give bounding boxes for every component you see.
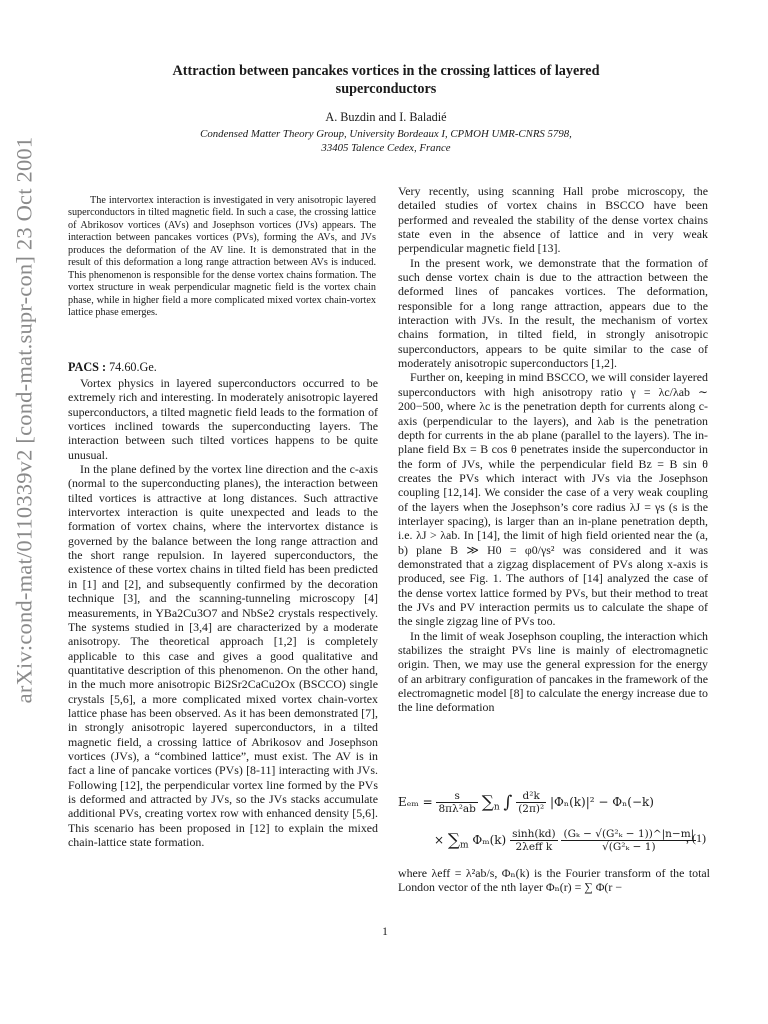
equation-fraction-3 (510, 828, 558, 853)
paper-title (110, 62, 662, 98)
sum-2-index: m (460, 840, 469, 851)
right-column (398, 184, 708, 715)
equation-times: × (434, 833, 445, 847)
left-paragraph-2: In the plane defined by the vortex line direction and the c-axis (normal to the superconducting planes), the interaction between tilted vortices is attractive at long distances. Such attractive intervortex interaction is quite unexpected and leads to the formation of vortex chains, where the intervortex distance is governed by the balance between the long range attraction and the short range repulsion. In layered superconductors, the existence of these vortex chains in tilted field has been predicted in [1] and [2], and subsequently confirmed by the decoration technique [3], and the scanning-tunneling microscopy [4] measurements, in YBa2Cu3O7 and NbSe2 crystals respectively. The systems studied in [3,4] are characterized by a moderate anisotropy. The theoretical approach [1,2] is completely applicable to this case and gives a good qualitative and quantitative description of this phenomenon. On the other hand, in the much more anisotropic Bi2Sr2CaCu2Ox (BSCCO) single crystals [5,6], a more complicated mixed vortex chain-vortex lattice phase has been observed. As it has been demonstrated [7], in strongly anisotropic layered superconductors, in a tilted magnetic field, a crossing lattice of Abrikosov and Josephson vortices (JVs), a “combined lattice”, must exist. The AV is in fact a line of pancake vortices (PVs) [8-11] interacting with JVs. Following [12], the perpendicular vortex line formed by the PVs is deformed and attracted by JVs, so the JVs stacks accumulate additional PVs, creating vortex row with enhanced density [5,6]. This scenario has been proposed in [12] to explain the mixed chain-lattice state formation. (68, 462, 378, 849)
left-paragraph-1: Vortex physics in layered superconductors occurred to be extremely rich and interesting. In moderately anisotropic layered superconductors, a tilted magnetic field leads to the formation of vortices inclined towards the superconducting layers. The interaction between such tilted vortices happens to be quite unusual. (68, 376, 378, 462)
authors: A. Buzdin and I. Baladié (325, 110, 447, 124)
left-column (68, 376, 378, 849)
title-line-2: superconductors (335, 81, 437, 97)
fraction-1-numerator: s (436, 790, 477, 803)
right-paragraph-2: In the present work, we demonstrate that the formation of such dense vortex chain is due to the attraction between the deformed lines of pancakes vortices. The deformation, responsible for a long range attraction, appears due to the interaction with JVs. In the result, the mechanism of vortex chains formation, in tilted field, in strongly anisotropic superconductors, appears to be quite similar to the case of moderately anisotropic superconductors [1,2]. (398, 255, 708, 371)
pacs-label: PACS : (68, 360, 107, 374)
affiliation-line-1: Condensed Matter Theory Group, University Bordeaux I, CPMOH UMR-CNRS 5798, (200, 128, 572, 140)
pacs-value: 74.60.Ge. (106, 360, 157, 374)
right-paragraph-4: In the limit of weak Josephson coupling, the interaction which stabilizes the straight PVs line is mainly of electromagnetic origin. Then, we may use the general expression for the energy of an arbitrary configuration of pancakes in the framework of the electromagnetic model [8] to calculate the energy increase due to the line deformation (398, 628, 708, 715)
fraction-2-denominator: (2π)² (518, 803, 545, 815)
equation-1 (398, 780, 710, 864)
sum-symbol-icon: ∑ (447, 830, 461, 851)
affiliation (110, 127, 662, 155)
abstract-text: The intervortex interaction is investigated in very anisotropic layered superconductors in tilted magnetic field. In such a case, the crossing lattice of Abrikosov vortices (AVs) and Josephson vortices (JVs) appears. The interaction between pancakes vortices (PVs), forming the AVs, and JVs produces the deformation of the AV line. It is demonstrated that in the result of this deformation a long range attraction between AVs is induced. This phenomenon is responsible for the dense vortex chains formation. The vortex structure in weak perpendicular magnetic field is the vortex chain phase, while in higher field a more complicated mixed vortex chain-vortex lattice phase emerges. (68, 195, 376, 319)
right-paragraph-3: Further on, keeping in mind BSCCO, we will consider layered superconductors with high anisotropy ratio γ = λc/λab ∼ 200−500, where λc is the penetration depth for currents along c-axis (perpendicular to the layers), and λab is the penetration depth for currents in the ab plane (parallel to the layers). The in-plane field Bx = B cos θ penetrates inside the superconductor in the form of JVs, while the perpendicular field Bz = B sin θ creates the PVs which interact with JVs via the Josephson coupling [12,14]. We consider the case of a very weak coupling of the layers when the Josephson’s core radius λJ = γs (s is the interlayer spacing), is larger than an in-plane penetration depth, i.e. λJ > λab. In [14], the limit of high field oriented near the (a, b) plane B ≫ H0 = φ0/γs² was considered and it was demonstrated that a zigzag displacement of PVs along x-axis is produced, see Fig. 1. The authors of [14] analyzed the case of the dense vortex lattice formed by PVs, but their method to treat the JVs and PV interaction permits us to calculate the shape of the single zigzag line of PVs too. (398, 370, 708, 629)
affiliation-line-2: 33405 Talence Cedex, France (321, 142, 451, 154)
fraction-4-denominator: √(G²ₖ − 1) (602, 841, 656, 853)
fraction-1-denominator: 8πλ²ab (438, 803, 476, 815)
equation-line-1-tail: |Φₙ(k)|² − Φₙ(−k) (550, 795, 654, 809)
equation-phi-m: Φₘ(k) (472, 833, 507, 847)
arxiv-identifier-stamp (2, 136, 46, 704)
fraction-3-denominator: 2λeff k (515, 841, 553, 853)
sum-symbol-icon: ∑ (481, 792, 494, 813)
right-paragraph-1: Very recently, using scanning Hall probe microscopy, the detailed studies of vortex chains in BSCCO have been performed and revealed the stability of the dense vortex chains state even in the absence of lattice and in very weak perpendicular magnetic field [13]. (398, 184, 708, 256)
equation-fraction-1 (436, 790, 477, 815)
fraction-4-numerator: (Gₖ − √(G²ₖ − 1))^|n−m| (563, 828, 695, 840)
abstract (68, 195, 376, 320)
equation-fraction-4 (561, 828, 696, 853)
equation-number: , (1) (686, 831, 706, 845)
integral-symbol-icon: ∫ (503, 792, 513, 813)
right-column-bottom-text: where λeff = λ²ab/s, Φₙ(k) is the Fourier transform of the total London vector of the nth layer Φₙ(r) = ∑ Φ(r − (398, 866, 710, 895)
equation-line-2 (434, 828, 696, 853)
fraction-3-numerator: sinh(kd) (512, 828, 556, 840)
equation-lhs: Eₑₘ = (398, 795, 433, 809)
arxiv-identifier-text: arXiv:cond-mat/0110339v2 [cond-mat.supr-con] 23 Oct 2001 (11, 136, 37, 704)
fraction-2-numerator: d²k (516, 790, 546, 803)
equation-line-1 (398, 790, 654, 815)
sum-1-index: n (493, 802, 500, 813)
pacs-line (68, 360, 378, 374)
title-line-1: Attraction between pancakes vortices in the crossing lattices of layered (172, 63, 600, 79)
page-number: 1 (382, 926, 388, 938)
equation-fraction-2 (516, 790, 546, 815)
